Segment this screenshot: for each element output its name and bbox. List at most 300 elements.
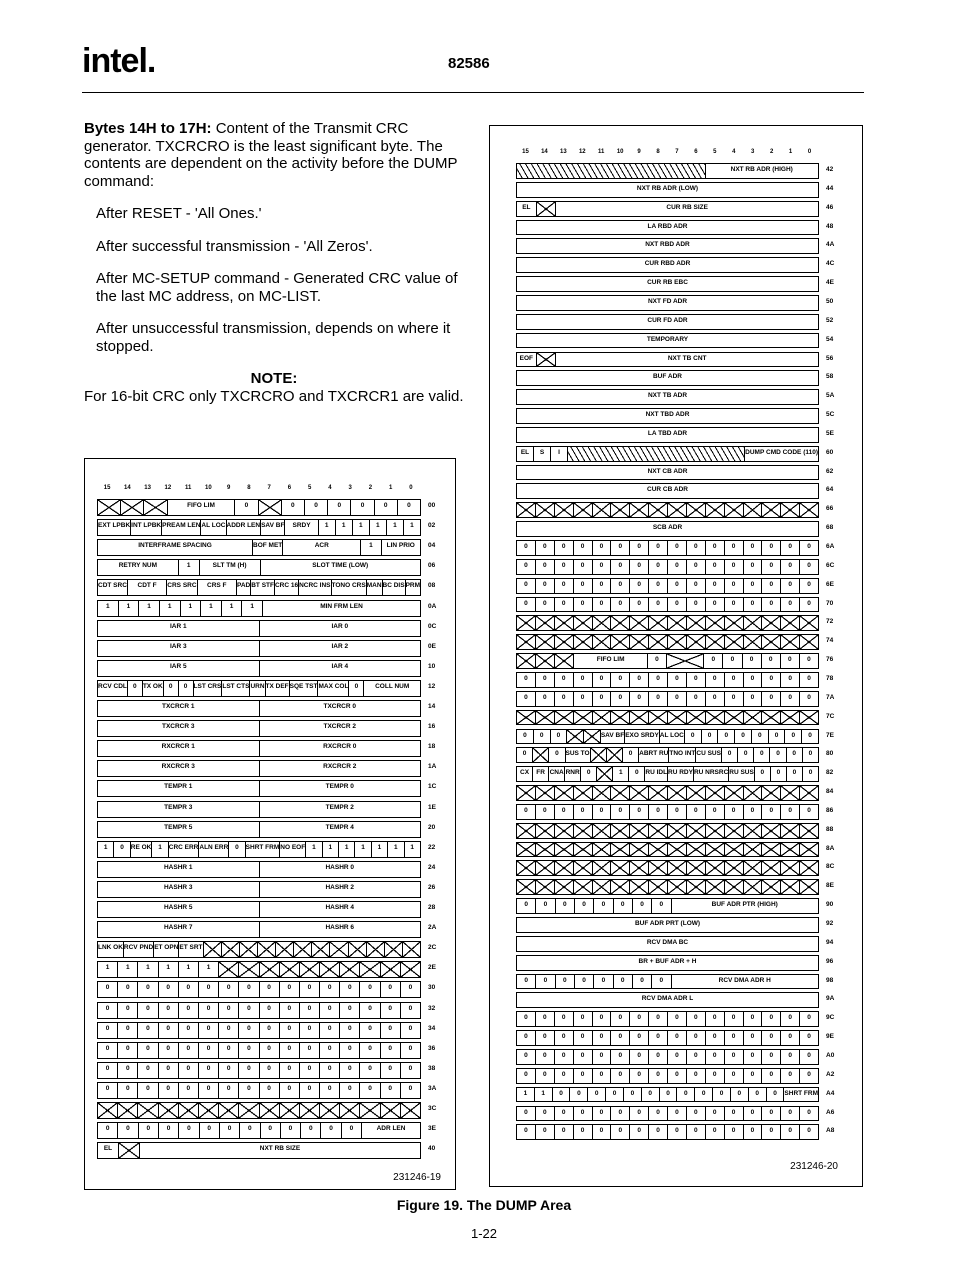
register-field: 0 xyxy=(761,1125,780,1139)
register-row xyxy=(97,600,421,617)
register-field: 0 xyxy=(686,541,705,555)
register-field: 0 xyxy=(178,1043,198,1058)
register-field: 0 xyxy=(238,1003,258,1018)
register-field: RXCRCR 3 xyxy=(161,763,195,771)
unused-bit-cell xyxy=(98,1103,117,1118)
unused-bit-cell xyxy=(380,1103,400,1118)
register-field: 0 xyxy=(178,1083,198,1098)
register-field: 1 xyxy=(221,601,242,616)
register-field: 0 xyxy=(524,1033,528,1041)
register-field: 0 xyxy=(799,598,818,612)
register-field: 1 xyxy=(118,601,139,616)
page-number: 1-22 xyxy=(470,1226,498,1241)
unused-bit-cell xyxy=(780,635,799,649)
unused-bit-cell xyxy=(724,503,743,517)
byte-offset: 2A xyxy=(428,924,437,932)
unused-bit-cell xyxy=(573,861,592,875)
byte-offset: 92 xyxy=(826,920,834,927)
unused-bit-cell xyxy=(275,942,293,957)
byte-offset: 04 xyxy=(428,542,436,550)
register-field: 0 xyxy=(218,1043,238,1058)
bit-number: 12 xyxy=(164,485,172,491)
register-field: 0 xyxy=(724,673,743,687)
unused-bit-cell xyxy=(517,861,535,875)
register-field: 0 xyxy=(761,692,780,706)
register-field: 0 xyxy=(724,1050,743,1064)
register-field: SUS TO xyxy=(565,748,590,762)
byte-offset: 56 xyxy=(826,354,834,362)
unused-bit-cell xyxy=(648,786,667,800)
unused-bit-cell xyxy=(629,843,648,857)
register-field: 0 xyxy=(105,984,110,992)
dump-figure-right xyxy=(489,125,863,1187)
byte-offset: 82 xyxy=(826,769,834,777)
register-field: ADR LEN xyxy=(361,1123,420,1138)
unused-bit-cell xyxy=(293,942,311,957)
register-field: 0 xyxy=(780,673,799,687)
register-field: 0 xyxy=(648,805,667,819)
unused-bit-cell xyxy=(667,503,686,517)
register-field: 0 xyxy=(705,1031,724,1045)
byte-offset: 7A xyxy=(826,693,835,701)
unused-bit-cell xyxy=(238,962,258,977)
register-field: 0 xyxy=(380,1043,400,1058)
register-field: 0 xyxy=(748,1088,766,1102)
byte-offset: 1E xyxy=(428,803,436,811)
unused-bit-cell xyxy=(535,654,554,668)
unused-bit-cell xyxy=(667,824,686,838)
register-field: 0 xyxy=(651,975,670,989)
register-row xyxy=(516,1106,819,1122)
register-field: 0 xyxy=(350,500,373,515)
register-field: 0 xyxy=(524,1127,528,1135)
byte-offset: 3E xyxy=(428,1125,436,1133)
byte-offset: 96 xyxy=(826,957,834,965)
register-field: 0 xyxy=(610,1069,629,1083)
register-field: 0 xyxy=(592,1125,611,1139)
register-field: 0 xyxy=(610,1050,629,1064)
register-row xyxy=(516,672,819,688)
unused-bit-cell xyxy=(686,616,705,630)
byte-offset: 86 xyxy=(826,806,834,814)
register-field: EL xyxy=(522,203,531,211)
register-field: 0 xyxy=(380,1063,400,1078)
register-field: 0 xyxy=(780,579,799,593)
register-field: 0 xyxy=(400,1023,420,1038)
register-field: 0 xyxy=(761,541,780,555)
unused-bit-cell xyxy=(592,616,611,630)
unused-bit-cell xyxy=(592,786,611,800)
unused-bit-cell xyxy=(517,880,535,894)
register-field: 0 xyxy=(629,692,648,706)
unused-bit-cell xyxy=(384,942,402,957)
register-field: 0 xyxy=(743,1069,762,1083)
register-field: 0 xyxy=(535,805,554,819)
register-field: 0 xyxy=(573,1125,592,1139)
register-field: 0 xyxy=(705,1107,724,1121)
register-field: CDT F xyxy=(127,580,166,595)
byte-offset: 8C xyxy=(826,863,835,871)
register-row xyxy=(516,465,819,481)
register-field: FIFO LIM xyxy=(167,500,235,515)
byte-offset: 50 xyxy=(826,297,834,305)
register-row xyxy=(516,1124,819,1140)
byte-offset: 6A xyxy=(826,543,835,550)
register-field: HASHR 6 xyxy=(259,922,421,937)
byte-offset: 8A xyxy=(826,844,835,852)
unused-bit-cell xyxy=(573,786,592,800)
register-field: 0 xyxy=(780,1012,799,1026)
register-field: 0 xyxy=(743,692,762,706)
unused-bit-cell xyxy=(554,861,573,875)
register-field: 0 xyxy=(587,1088,605,1102)
byte-offset: 5E xyxy=(826,429,834,437)
register-field: SLOT TIME (LOW) xyxy=(260,560,421,575)
register-field: 0 xyxy=(238,1043,258,1058)
register-field: 0 xyxy=(304,500,327,515)
register-field: PAD xyxy=(236,580,250,595)
register-field: 0 xyxy=(651,899,670,913)
register-field: TXCRCR 2 xyxy=(259,721,421,736)
register-field: 0 xyxy=(535,899,554,913)
unused-bit-cell xyxy=(137,1103,157,1118)
register-field: 1 xyxy=(305,842,321,857)
register-field: CRC ERR xyxy=(168,842,199,857)
register-field: BUF ADR PTR (HIGH) xyxy=(671,899,819,913)
byte-offset: 36 xyxy=(428,1044,436,1052)
register-field: 0 xyxy=(260,1123,280,1138)
byte-offset: 78 xyxy=(826,674,834,682)
register-field: 0 xyxy=(610,1125,629,1139)
register-row xyxy=(516,389,819,405)
register-row xyxy=(97,559,421,576)
byte-offset: A4 xyxy=(826,1089,835,1097)
register-field: 0 xyxy=(705,805,724,819)
register-field: 0 xyxy=(705,692,724,706)
register-field: 0 xyxy=(524,1108,528,1116)
register-field: 0 xyxy=(705,560,724,574)
unused-bit-cell xyxy=(535,861,554,875)
register-field: 0 xyxy=(137,1083,157,1098)
register-field: 0 xyxy=(730,1088,748,1102)
register-field: 0 xyxy=(573,692,592,706)
register-field: 0 xyxy=(780,1125,799,1139)
register-field: 0 xyxy=(339,1043,359,1058)
register-field: 0 xyxy=(319,1063,339,1078)
register-field: 0 xyxy=(780,598,799,612)
unused-bit-cell xyxy=(648,824,667,838)
unused-bit-cell xyxy=(686,843,705,857)
bit-number: 13 xyxy=(560,149,567,155)
register-row xyxy=(97,740,421,757)
register-field: EXT LPBK xyxy=(98,522,131,530)
register-field: 0 xyxy=(802,767,818,781)
register-field: 0 xyxy=(686,1012,705,1026)
register-field: NXT RB ADR (HIGH) xyxy=(705,164,819,178)
unused-bit-cell xyxy=(592,880,611,894)
register-field: 0 xyxy=(629,1107,648,1121)
register-field: SHRT FRM xyxy=(245,842,280,857)
register-row xyxy=(516,295,819,311)
register-field: INT LPBK xyxy=(130,520,161,535)
bit-number: 5 xyxy=(307,485,312,491)
register-field: 0 xyxy=(799,805,818,819)
unused-bit-cell xyxy=(554,786,573,800)
register-row xyxy=(97,981,421,998)
register-field: CX xyxy=(520,769,530,777)
unused-bit-cell xyxy=(590,748,606,762)
byte-offset: 72 xyxy=(826,618,834,626)
register-field: 0 xyxy=(198,1043,218,1058)
byte-offset: 64 xyxy=(826,486,834,494)
register-field: 0 xyxy=(743,1050,762,1064)
register-field: RU IDL xyxy=(644,767,667,781)
unused-bit-cell xyxy=(178,1103,198,1118)
register-field: RCV DMA ADR H xyxy=(671,975,819,989)
register-field: 0 xyxy=(667,692,686,706)
unused-bit-cell xyxy=(257,942,275,957)
unused-bit-cell xyxy=(761,616,780,630)
unused-bit-cell xyxy=(724,824,743,838)
register-field: AL LOC xyxy=(200,520,225,535)
unused-bit-cell xyxy=(799,786,818,800)
register-field: 0 xyxy=(573,805,592,819)
unused-bit-cell xyxy=(648,880,667,894)
register-field: 0 xyxy=(359,1083,379,1098)
register-row xyxy=(97,499,421,516)
register-field: 0 xyxy=(780,1107,799,1121)
register-field: 0 xyxy=(676,1088,694,1102)
register-field: 0 xyxy=(573,598,592,612)
unused-bit-cell xyxy=(554,880,573,894)
register-field: 0 xyxy=(724,1107,743,1121)
register-field: 0 xyxy=(613,899,632,913)
unused-bit-cell xyxy=(359,962,379,977)
byte-offset: 3A xyxy=(428,1084,437,1092)
byte-offset: 16 xyxy=(428,723,436,731)
register-field: 0 xyxy=(743,805,762,819)
register-field: 0 xyxy=(524,806,528,814)
register-row xyxy=(516,1049,819,1065)
byte-offset: 3C xyxy=(428,1105,437,1112)
paragraph-unsuccess: After unsuccessful transmission, depends on where it stopped. xyxy=(96,320,451,355)
register-field: 0 xyxy=(780,692,799,706)
register-field: 0 xyxy=(743,560,762,574)
register-field: 0 xyxy=(593,899,612,913)
register-row xyxy=(516,860,819,876)
register-field: 0 xyxy=(238,1083,258,1098)
unused-bit-cell xyxy=(761,880,780,894)
register-field: FR xyxy=(532,767,548,781)
register-field: CUR RB EBC xyxy=(647,279,688,287)
unused-bit-cell xyxy=(799,503,818,517)
register-field: EXO SRDY xyxy=(624,730,659,744)
byte-offset: 4A xyxy=(826,241,835,249)
register-field: 0 xyxy=(218,1083,238,1098)
register-field: 0 xyxy=(380,1023,400,1038)
register-row xyxy=(516,276,819,292)
register-field: 0 xyxy=(629,579,648,593)
unused-bit-cell xyxy=(158,1103,178,1118)
byte-offset: 34 xyxy=(428,1024,436,1032)
unused-bit-cell xyxy=(799,843,818,857)
byte-offset: 76 xyxy=(826,656,834,664)
register-field: 0 xyxy=(686,1031,705,1045)
register-field: 0 xyxy=(592,579,611,593)
register-field: 0 xyxy=(705,579,724,593)
register-row xyxy=(516,483,819,499)
register-row xyxy=(97,821,421,838)
register-row xyxy=(97,1122,421,1139)
register-row xyxy=(516,540,819,556)
register-field: 1 xyxy=(159,601,180,616)
figure-caption: Figure 19. The DUMP Area xyxy=(396,1197,572,1213)
register-field: 0 xyxy=(524,674,528,682)
unused-bit-cell xyxy=(610,786,629,800)
register-field: ET OPN xyxy=(153,942,178,957)
register-row xyxy=(516,898,819,914)
register-field: 0 xyxy=(761,598,780,612)
register-row xyxy=(97,1082,421,1099)
byte-offset: 10 xyxy=(428,662,436,670)
unused-bit-cell xyxy=(366,942,384,957)
register-field: 0 xyxy=(761,1012,780,1026)
unused-bit-cell xyxy=(724,861,743,875)
register-field: I xyxy=(550,447,567,461)
unused-bit-cell xyxy=(380,962,400,977)
register-field: 0 xyxy=(613,975,632,989)
register-field: 0 xyxy=(799,560,818,574)
register-field: 0 xyxy=(648,673,667,687)
register-field: 1 xyxy=(180,601,201,616)
register-field: CUR CB ADR xyxy=(647,486,688,494)
register-field: LST CTS xyxy=(221,681,249,696)
register-field: NXT TB CNT xyxy=(555,353,818,367)
register-field: 0 xyxy=(299,1003,319,1018)
register-field: 0 xyxy=(299,982,319,997)
register-field: 0 xyxy=(686,1125,705,1139)
register-field: CU SUS xyxy=(695,748,721,762)
register-field: 0 xyxy=(743,598,762,612)
register-field: 0 xyxy=(569,1088,587,1102)
unused-bit-cell xyxy=(799,861,818,875)
register-field: 0 xyxy=(535,560,554,574)
register-field: 0 xyxy=(117,1003,137,1018)
register-field: 1 xyxy=(386,520,403,535)
register-field: 0 xyxy=(802,748,818,762)
unused-bit-cell xyxy=(359,1103,379,1118)
register-row xyxy=(97,660,421,677)
register-field: 0 xyxy=(573,1107,592,1121)
bit-number: 11 xyxy=(598,149,605,155)
register-field: CDT SRC xyxy=(98,582,127,590)
register-row xyxy=(97,1062,421,1079)
byte-offset: 5C xyxy=(826,411,835,419)
register-field: 0 xyxy=(761,1031,780,1045)
register-row xyxy=(516,992,819,1008)
register-row xyxy=(97,680,421,697)
unused-bit-cell xyxy=(724,711,743,725)
byte-offset: 08 xyxy=(428,582,436,590)
register-row xyxy=(97,961,421,978)
unused-bit-cell xyxy=(743,786,762,800)
register-row xyxy=(516,747,819,763)
register-field: 1 xyxy=(105,964,110,972)
register-field: RE OK xyxy=(130,842,152,857)
unused-bit-cell xyxy=(610,861,629,875)
unused-bit-cell xyxy=(648,843,667,857)
register-field: 0 xyxy=(780,1031,799,1045)
unused-bit-cell xyxy=(761,635,780,649)
register-field: 0 xyxy=(705,598,724,612)
register-field: 0 xyxy=(524,1070,528,1078)
register-row xyxy=(97,620,421,637)
register-field: 0 xyxy=(701,730,718,744)
register-field: 0 xyxy=(686,805,705,819)
register-field: 0 xyxy=(724,1031,743,1045)
register-field: 0 xyxy=(753,748,769,762)
register-field: 0 xyxy=(554,541,573,555)
unused-bit-cell xyxy=(780,786,799,800)
register-row xyxy=(97,579,421,596)
paragraph-success: After successful transmission - 'All Zeros'. xyxy=(96,237,373,255)
byte-offset: 7C xyxy=(826,712,835,720)
register-field: 0 xyxy=(628,767,644,781)
register-field: 0 xyxy=(801,730,818,744)
register-field: 0 xyxy=(592,1069,611,1083)
figure-id-right: 231246-20 xyxy=(790,1161,838,1172)
register-field: NXT RBD ADR xyxy=(645,241,690,249)
unused-bit-cell xyxy=(517,786,535,800)
unused-bit-cell xyxy=(705,843,724,857)
bit-number: 14 xyxy=(541,149,548,155)
register-field: 0 xyxy=(535,541,554,555)
register-field: 0 xyxy=(320,1123,340,1138)
unused-bit-cell xyxy=(120,500,143,515)
register-field: 0 xyxy=(117,982,137,997)
register-field: TEMPR 3 xyxy=(164,803,193,811)
register-field: 0 xyxy=(754,767,770,781)
register-field: 0 xyxy=(761,654,780,668)
unused-bit-cell xyxy=(348,942,366,957)
register-field: NXT CB ADR xyxy=(647,467,688,475)
register-field: 0 xyxy=(117,1063,137,1078)
register-field: 0 xyxy=(380,1083,400,1098)
register-field: 0 xyxy=(610,598,629,612)
register-row xyxy=(516,691,819,707)
register-field: RCV PND xyxy=(123,942,153,957)
register-field: 0 xyxy=(359,1043,379,1058)
unused-bit-cell xyxy=(780,503,799,517)
byte-offset: 40 xyxy=(428,1145,436,1153)
register-row xyxy=(97,921,421,938)
unused-bit-cell xyxy=(629,616,648,630)
register-field: 0 xyxy=(770,767,786,781)
unused-bit-cell xyxy=(606,748,622,762)
register-field: 1 xyxy=(198,962,218,977)
unused-bit-cell xyxy=(724,880,743,894)
register-field: 0 xyxy=(610,673,629,687)
register-row xyxy=(516,974,819,990)
unused-bit-cell xyxy=(743,824,762,838)
unused-bit-cell xyxy=(573,503,592,517)
register-row xyxy=(516,201,819,217)
register-row xyxy=(516,766,819,782)
unused-bit-cell xyxy=(799,711,818,725)
unused-bit-cell xyxy=(705,786,724,800)
unused-bit-cell xyxy=(592,635,611,649)
register-field: 0 xyxy=(555,899,574,913)
